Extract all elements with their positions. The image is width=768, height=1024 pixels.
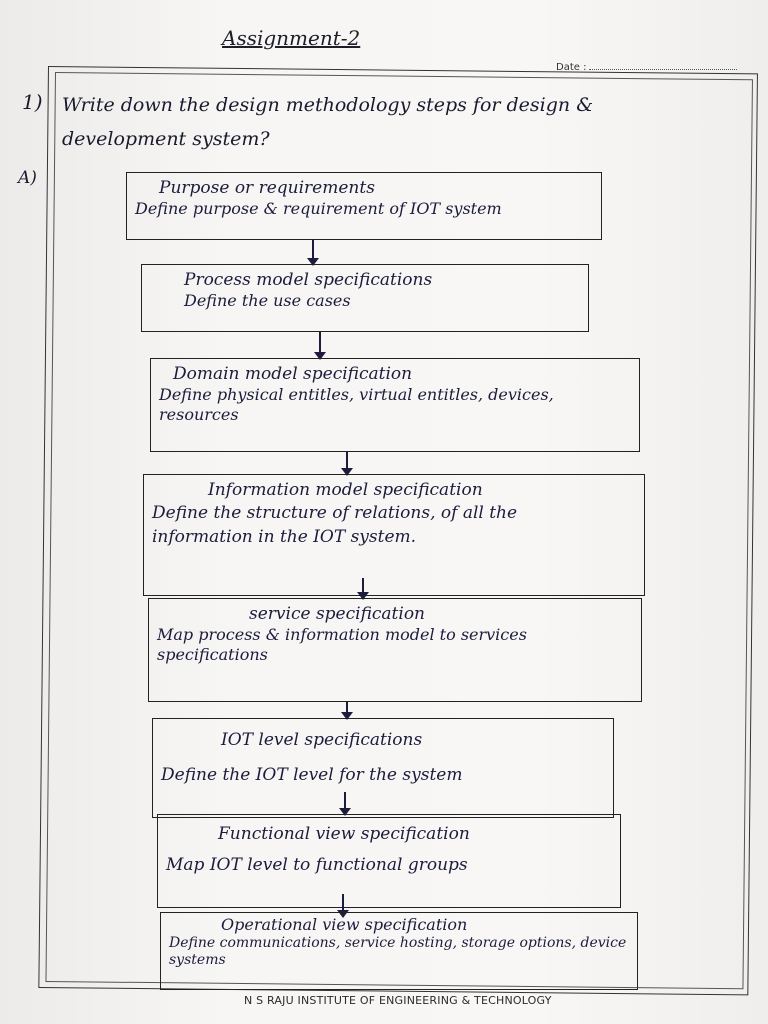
flow-step-iot-level (152, 718, 614, 818)
flow-step-process-model (141, 264, 589, 332)
flow-arrow (362, 578, 364, 598)
step-title: Information model specification (208, 480, 483, 500)
page-title: Assignment-2 (222, 26, 361, 50)
step-description: Define the use cases (184, 291, 351, 310)
flow-step-operational-view (160, 912, 638, 990)
flow-arrow (312, 240, 314, 264)
flow-arrow (319, 332, 321, 358)
step-description: Define the IOT level for the system (161, 765, 463, 785)
step-description: Define purpose & requirement of IOT system (135, 199, 502, 218)
flow-step-functional-view (157, 814, 621, 908)
flow-step-information-model (143, 474, 645, 596)
step-title: Domain model specification (173, 364, 413, 384)
step-description: Map IOT level to functional groups (166, 855, 468, 875)
date-line (589, 69, 737, 70)
flow-arrow (346, 452, 348, 474)
step-title: Operational view specification (221, 915, 468, 934)
step-description: Define physical entitles, virtual entitles, devices, resources (159, 385, 554, 424)
question-text: Write down the design methodology steps for design & development system? (62, 94, 594, 150)
answer-label: A) (18, 168, 37, 188)
flow-arrow (344, 792, 346, 814)
flow-step-domain-model (150, 358, 640, 452)
question-number: 1) (22, 90, 43, 114)
flow-arrow (346, 702, 348, 718)
date-label: Date : (556, 62, 587, 73)
step-title: service specification (249, 604, 426, 624)
step-description: Define communications, service hosting, storage options, device systems (169, 935, 627, 968)
step-title: Functional view specification (218, 824, 470, 844)
flow-step-purpose (126, 172, 602, 240)
flow-step-service (148, 598, 642, 702)
step-title: Process model specifications (184, 270, 433, 290)
step-title: IOT level specifications (221, 730, 423, 750)
step-title: Purpose or requirements (159, 178, 375, 198)
institute-footer: N S RAJU INSTITUTE OF ENGINEERING & TECHNOLOGY (244, 994, 552, 1007)
step-description: Define the structure of relations, of all the information in the IOT system. (152, 503, 518, 547)
step-description: Map process & information model to services specifications (157, 625, 527, 664)
